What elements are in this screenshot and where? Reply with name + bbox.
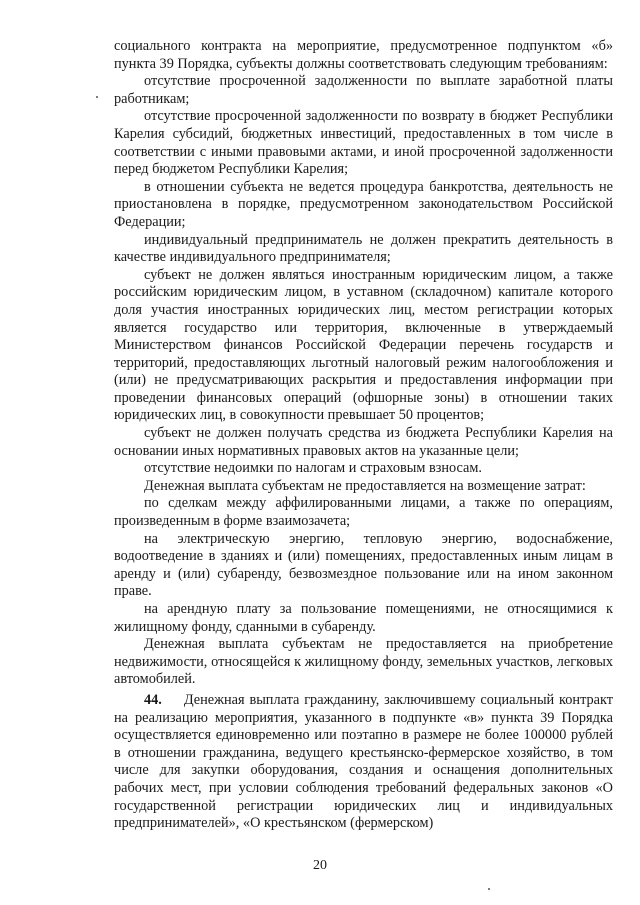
page-number: 20 <box>313 858 327 873</box>
paragraph-no-bankruptcy: в отношении субъекта не ведется процедура банкротства, деятельность не приостановлена в порядке, предусмотренном законодательством Российской Федерации; <box>114 178 613 230</box>
paragraph-item-44 <box>114 692 613 833</box>
paragraph-no-tax-arrears: отсутствие недоимки по налогам и страховым взносам. <box>144 460 482 477</box>
paragraph-utilities: на электрическую энергию, тепловую энергию, водоснабжение, водоотведение в зданиях и (или) помещениях, предоставленных иным лицам в аренду и (или) субаренду, безвозмездное пользование или на ином законном праве. <box>114 530 613 600</box>
paragraph-not-foreign-entity: субъект не должен являться иностранным юридическим лицом, а также российским юридическим лицом, в уставном (складочном) капитале которого доля участия иностранных юридических лиц, местом регистрации которых является государство или территория, включенные в утверждаемый Министерством финансов Российской Федерации перечень государств и территорий, предоставляющих льготный налоговый режим налогообложения и (или) не предусматривающих раскрытия и предоставления информации при проведении финансовых операций (офшорные зоны) в отношении таких юридических лиц, в совокупности превышает 50 процентов; <box>114 266 613 424</box>
paragraph-contract-requirements: социального контракта на мероприятие, предусмотренное подпунктом «б» пункта 39 Порядка, субъекты должны соответствовать следующим требованиям: <box>114 38 613 72</box>
paragraph-no-budget-debt: отсутствие просроченной задолженности по возврату в бюджет Республики Карелия субсидий, бюджетных инвестиций, предоставленных в том числе в соответствии с иными правовыми актами, и иной просроченной задолженности перед бюджетом Республики Карелия; <box>114 108 613 178</box>
paragraph-rent: на арендную плату за пользование помещениями, не относящимися к жилищному фонду, сданными в субаренду. <box>114 601 613 635</box>
item-44-text: Денежная выплата гражданину, заключившему социальный контракт на реализацию мероприятия, указанного в подпункте «в» пункта 39 Порядка осуществляется единовременно или поэтапно в размере не более 100000 рублей в отношении гражданина, ведущего крестьянско-фермерское хозяйство, в том числе для закупки оборудования, создания и оснащения дополнительных рабочих мест, при условии соблюдения требований федеральных законов «О государственной регистрации юридических лиц и индивидуальных предпринимателей», «О крестьянском (фермерском) <box>114 691 613 832</box>
paragraph-no-other-funds: субъект не должен получать средства из бюджета Республики Карелия на основании иных нормативных правовых актов на указанные цели; <box>114 425 613 459</box>
paragraph-no-real-estate: Денежная выплата субъектам не предоставляется на приобретение недвижимости, относящейся к жилищному фонду, земельных участков, легковых автомобилей. <box>114 636 613 688</box>
item-number: 44. <box>144 691 162 708</box>
paragraph-no-wage-arrears: отсутствие просроченной задолженности по выплате заработной платы работникам; <box>114 73 613 107</box>
paragraph-affiliated-deals: по сделкам между аффилированными лицами, а также по операциям, произведенным в форме взаимозачета; <box>114 495 613 530</box>
scan-speck <box>96 96 98 98</box>
paragraph-entrepreneur-active: индивидуальный предприниматель не должен прекратить деятельность в качестве индивидуального предпринимателя; <box>114 231 613 266</box>
document-body <box>114 38 613 833</box>
paragraph-costs-not-reimbursed: Денежная выплата субъектам не предоставляется на возмещение затрат: <box>144 477 586 494</box>
scan-speck <box>488 888 490 890</box>
